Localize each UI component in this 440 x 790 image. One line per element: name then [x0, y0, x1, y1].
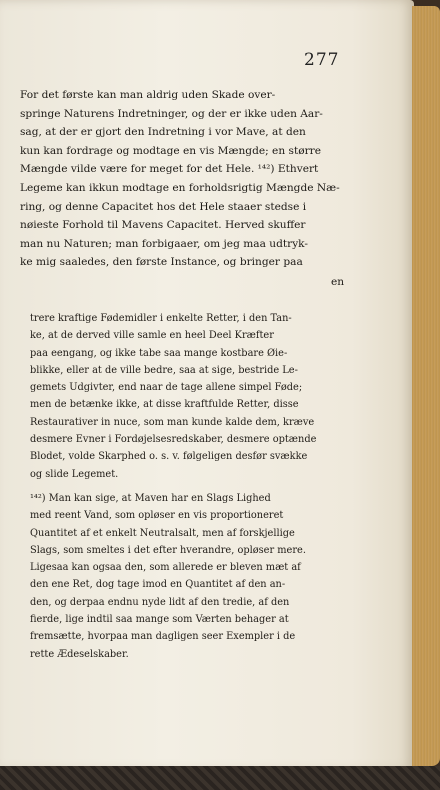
text-line: For det første kan man aldrig uden Skade over- [20, 89, 276, 101]
page-edges [412, 6, 440, 766]
text-line: ke mig saaledes, den første Instance, og bringer paa [20, 256, 303, 269]
main-text [20, 86, 350, 272]
footnote-line: Blodet, volde Skarphed o. s. v. følgeligen desfør svække [30, 451, 308, 463]
text-line: nøieste Forhold til Mavens Capacitet. Herved skuffer [20, 219, 306, 232]
text-line: ring, og denne Capacitet hos det Hele staaer stedse i [20, 200, 307, 213]
text-line: Mængde vilde være for meget for det Hele. ¹⁴²) Ethvert [20, 163, 319, 176]
footnote-line: med reent Vand, som opløser en vis proportioneret [30, 510, 284, 522]
text-line: springe Naturens Indretninger, og der er ikke uden Aar- [20, 107, 323, 120]
footnote-line: ¹⁴²) Man kan sige, at Maven har en Slags Lighed [30, 493, 271, 504]
footnote-continued [30, 310, 346, 483]
footnote-line: ke, at de derved ville samle en heel Deel Kræfter [30, 330, 274, 342]
catchword: en [331, 276, 345, 288]
text-line: sag, at der er gjort den Indretning i vor Mave, at den [20, 126, 306, 139]
footnote-line: Slags, som smeltes i det efter hverandre, opløser mere. [30, 544, 306, 556]
cloth-backdrop [0, 766, 440, 790]
footnote-line: den ene Ret, dog tage imod en Quantitet af den an- [30, 579, 286, 591]
footnote-line: desmere Evner i Fordøjelsesredskaber, desmere optænde [30, 434, 317, 446]
footnote-line: den, og derpaa endnu nyde lidt af den tredie, af den [30, 596, 290, 608]
footnote-142 [30, 490, 346, 663]
footnote-line: trere kraftige Fødemidler i enkelte Retter, i den Tan- [30, 313, 292, 324]
footnote-line: Ligesaa kan ogsaa den, som allerede er bleven mæt af [30, 562, 301, 574]
footnote-line: paa eengang, og ikke tabe saa mange kostbare Øie- [30, 347, 288, 359]
footnote-line: fierde, lige indtil saa mange som Værten behager at [30, 614, 289, 626]
footnote-line: og slide Legemet. [30, 468, 119, 480]
footnote-line: Quantitet af et enkelt Neutralsalt, men af forskjellige [30, 527, 295, 539]
page-number: 277 [304, 50, 340, 70]
text-line: kun kan fordrage og modtage en vis Mængde; en større [20, 144, 321, 157]
text-line: man nu Naturen; man forbigaaer, om jeg maa udtryk- [20, 237, 308, 250]
footnote-line: rette Ædeselskaber. [30, 648, 129, 660]
footnote-line: men de betænke ikke, at disse kraftfulde Retter, disse [30, 399, 299, 411]
footnote-line: gemets Udgivter, end naar de tage allene simpel Føde; [30, 382, 303, 394]
text-line: Legeme kan ikkun modtage en forholdsrigtig Mængde Næ- [20, 181, 340, 194]
footnote-line: blikke, eller at de ville bedre, saa at sige, bestride Le- [30, 364, 298, 376]
footnote-line: Restaurativer in nuce, som man kunde kalde dem, kræve [30, 416, 315, 428]
footnote-line: fremsætte, hvorpaa man dagligen seer Exempler i de [30, 631, 296, 643]
